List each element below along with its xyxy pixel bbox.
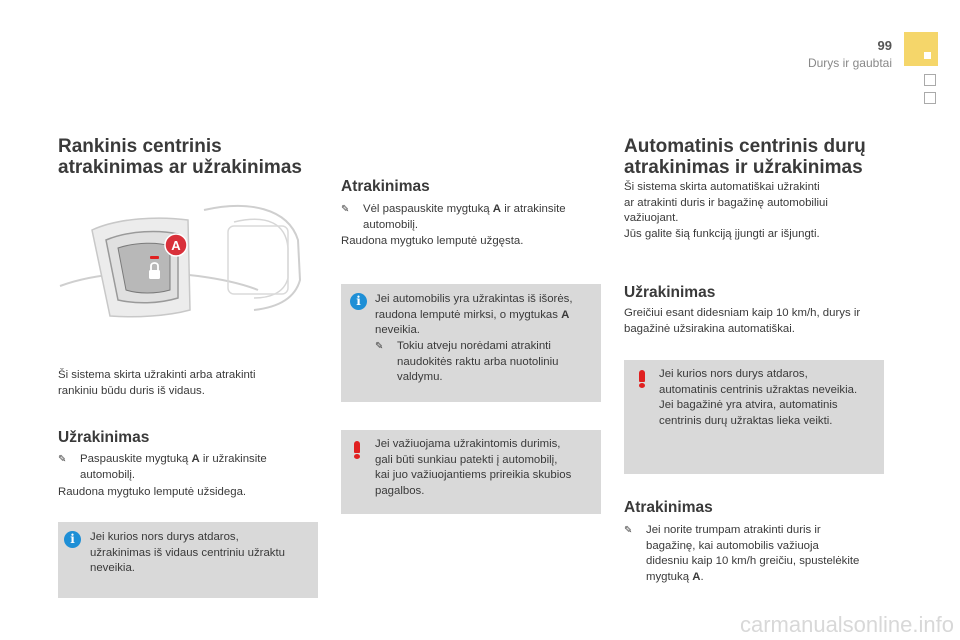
middle-warning-text	[375, 437, 571, 499]
left-title-line2: atrakinimas ar užrakinimas	[58, 157, 302, 178]
middle-info-text	[375, 292, 573, 339]
bullet-icon: ✎	[341, 204, 350, 215]
left-info-box	[58, 522, 318, 598]
right-unlock-bullet	[624, 523, 859, 585]
right-unlock-end: .	[700, 570, 704, 583]
middle-info-box	[341, 284, 601, 402]
chapter-tab-box	[924, 92, 936, 104]
right-unlock-heading: Atrakinimas	[624, 499, 713, 516]
middle-unlock-note: Raudona mygtuko lemputė užgęsta.	[341, 235, 524, 247]
right-lock-heading: Užrakinimas	[624, 284, 716, 301]
middle-info-line3: neveikia.	[375, 324, 420, 336]
right-intro-line1: Ši sistema skirta automatiškai užrakinti	[624, 181, 820, 193]
bullet-bold: A	[492, 203, 502, 215]
middle-unlock-heading: Atrakinimas	[341, 178, 430, 195]
right-unlock-bold: A	[692, 570, 701, 583]
bullet-line2: automobilį.	[80, 468, 136, 481]
right-warn-line3: Jei bagažinė yra atvira, automatinis	[659, 399, 838, 411]
left-info-line1: Jei kurios nors durys atdaros,	[90, 531, 239, 543]
lock-led	[150, 256, 159, 259]
left-info-text	[90, 530, 285, 577]
right-title	[624, 136, 866, 178]
chapter-tab	[904, 32, 938, 66]
middle-info-bold: A	[561, 308, 570, 321]
left-info-line3: neveikia.	[90, 562, 135, 574]
middle-warn-line1: Jei važiuojama užrakintomis durimis,	[375, 438, 561, 450]
right-lock-text	[624, 306, 860, 337]
middle-info-sub-line1: Tokiu atveju norėdami atrakinti	[397, 340, 551, 352]
right-title-line1: Automatinis centrinis durų	[624, 136, 866, 157]
right-unlock-line4: mygtuką	[646, 570, 693, 583]
bullet-text: Paspauskite mygtuką	[80, 453, 192, 465]
bullet-text-end: ir užrakinsite	[199, 453, 267, 465]
right-warn-line4: centrinis durų užraktas lieka veikti.	[659, 414, 833, 427]
right-warn-line1: Jei kurios nors durys atdaros,	[659, 368, 808, 380]
left-lock-heading: Užrakinimas	[58, 429, 150, 446]
right-unlock-line3: didesniu kaip 10 km/h greičiu, spustelėkite	[646, 555, 860, 567]
lock-icon	[149, 270, 160, 279]
middle-info-line1: Jei automobilis yra užrakintas iš išorės,	[375, 293, 573, 305]
middle-info-line2: raudona lemputė mirksi, o mygtukas	[375, 308, 562, 321]
middle-info-sub-line3: valdymu.	[397, 371, 443, 383]
left-intro	[58, 368, 256, 399]
bullet-icon: ✎	[375, 341, 384, 352]
right-unlock-line1: Jei norite trumpam atrakinti duris ir	[646, 524, 821, 536]
warning-icon	[634, 370, 650, 388]
middle-warn-line4: pagalbos.	[375, 484, 425, 497]
right-intro-line2: ar atrakinti duris ir bagažinę automobiliui	[624, 196, 828, 209]
bullet-bold: A	[191, 453, 200, 465]
left-intro-line2: rankiniu būdu duris iš vidaus.	[58, 384, 205, 397]
left-lock-note: Raudona mygtuko lemputė užsidega.	[58, 486, 247, 498]
watermark: carmanualsonline.info	[739, 612, 954, 637]
right-lock-line2: bagažinė užsirakina automatiškai.	[624, 322, 795, 335]
bullet-icon: ✎	[624, 525, 633, 536]
page-number: 99	[877, 38, 892, 53]
warning-icon	[349, 441, 365, 459]
bullet-text-end: ir atrakinsite	[501, 203, 566, 215]
middle-warning-box	[341, 430, 601, 514]
left-title-line1: Rankinis centrinis	[58, 136, 222, 157]
right-warning-box	[624, 360, 884, 474]
chapter-tab-box	[924, 74, 936, 86]
section-name: Durys ir gaubtai	[807, 56, 892, 70]
info-icon: i	[64, 531, 81, 548]
right-warning-text	[659, 367, 857, 429]
middle-warn-line2: gali būti sunkiau patekti į automobilį,	[375, 453, 558, 466]
left-title	[58, 136, 302, 178]
bullet-line2: automobilį.	[363, 218, 419, 231]
middle-info-sub-bullet	[375, 339, 558, 386]
left-info-line2: užrakinimas iš vidaus centriniu užraktu	[90, 546, 285, 559]
bullet-icon: ✎	[58, 454, 67, 465]
info-icon: i	[350, 293, 367, 310]
left-intro-line1: Ši sistema skirta užrakinti arba atrakinti	[58, 369, 256, 381]
right-title-line2: atrakinimas ir užrakinimas	[624, 157, 863, 178]
middle-unlock-bullet	[341, 202, 566, 233]
middle-warn-line3: kai juo važiuojantiems prireikia skubios	[375, 469, 572, 481]
right-unlock-line2: bagažinę, kai automobilis važiuoja	[646, 539, 819, 552]
middle-info-sub-line2: naudokitės raktu arba nuotoliniu	[397, 355, 559, 368]
callout-label: A	[171, 238, 181, 253]
right-warn-line2: automatinis centrinis užraktas neveikia.	[659, 383, 858, 396]
bullet-text: Vėl paspauskite mygtuką	[363, 203, 493, 215]
right-lock-line1: Greičiui esant didesniam kaip 10 km/h, durys ir	[624, 307, 861, 319]
right-intro-line4: Jūs galite šią funkciją įjungti ar išjungti.	[624, 227, 820, 240]
lock-button-illustration	[58, 190, 318, 340]
chapter-tab-marker	[924, 52, 931, 59]
right-intro	[624, 180, 828, 242]
left-lock-bullet	[58, 452, 267, 483]
right-intro-line3: važiuojant.	[624, 212, 679, 224]
